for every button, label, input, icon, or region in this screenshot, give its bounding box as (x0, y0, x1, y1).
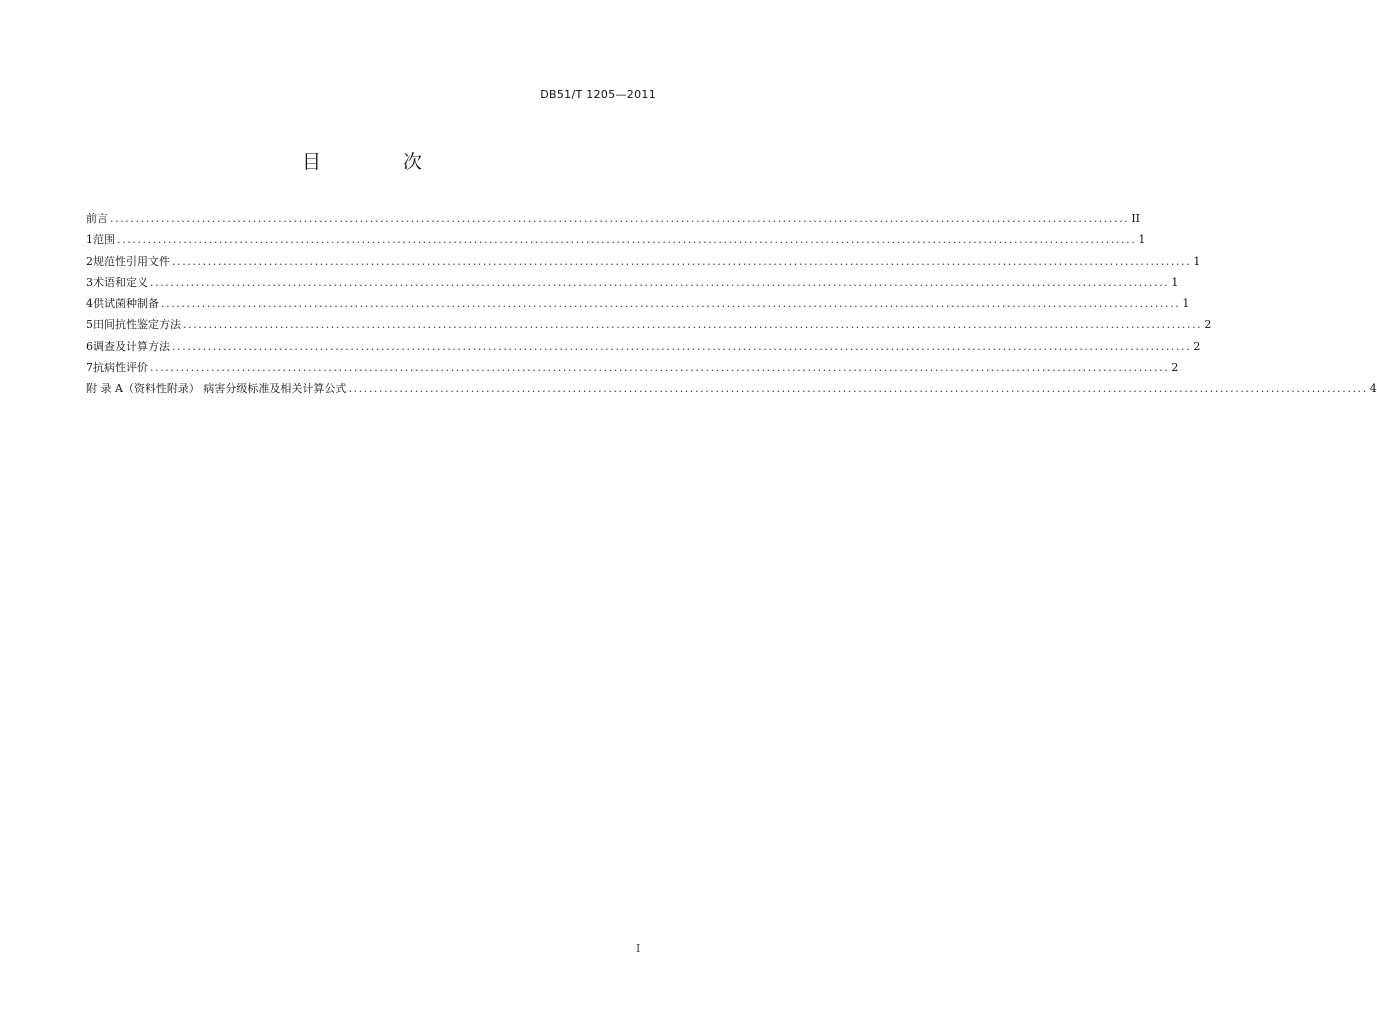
toc-entry-text: 抗病性评价 (93, 361, 148, 375)
toc-entry-page: 1 (1193, 254, 1201, 268)
toc-entry-text: 调查及计算方法 (93, 339, 170, 353)
toc-entry-page: 1 (1182, 297, 1190, 311)
toc-leader-dots: ........................................................................................................................................................................................................ (110, 212, 1130, 225)
toc-entry-page: 2 (1171, 361, 1179, 375)
toc-entry-text: 供试菌种制备 (93, 297, 159, 311)
toc-entry-text: 范围 (93, 233, 115, 247)
toc-entry-7[interactable] (86, 360, 1179, 381)
toc-entry-text: 言 (97, 212, 108, 225)
toc-entry-number: 附 录 A (86, 382, 123, 396)
toc-entry-4[interactable] (86, 296, 1190, 317)
toc-title: 目 次 (301, 151, 461, 173)
toc-entry-page: II (1131, 212, 1141, 225)
toc-entry-1[interactable] (86, 232, 1146, 253)
toc-entry-page: 1 (1171, 275, 1179, 289)
toc-entry-page: 2 (1193, 339, 1201, 353)
toc-entry-number: 3 (86, 275, 93, 289)
toc-leader-dots: ........................................................................................................................................................................................................ (172, 339, 1192, 353)
toc-entry-preface[interactable] (86, 211, 1141, 232)
table-of-contents (86, 211, 1377, 403)
toc-leader-dots: ........................................................................................................................................................................................................ (150, 361, 1170, 375)
toc-entry-number: 7 (86, 361, 93, 375)
toc-entry-number: 2 (86, 254, 93, 268)
page-number: I (636, 942, 641, 955)
toc-entry-text: 田间抗性鉴定方法 (93, 318, 181, 332)
toc-entry-number: 4 (86, 297, 93, 311)
toc-entry-text: 术语和定义 (93, 275, 148, 289)
toc-entry-number: 5 (86, 318, 93, 332)
toc-entry-5[interactable] (86, 317, 1212, 338)
toc-entry-appendix-a[interactable] (86, 381, 1377, 402)
toc-entry-page: 1 (1138, 233, 1146, 247)
toc-entry-text: 规范性引用文件 (93, 254, 170, 268)
toc-entry-number: 6 (86, 339, 93, 353)
toc-entry-number: 1 (86, 233, 93, 247)
toc-entry-3[interactable] (86, 275, 1179, 296)
toc-entry-page: 2 (1204, 318, 1212, 332)
toc-leader-dots: ........................................................................................................................................................................................................ (183, 318, 1203, 332)
toc-leader-dots: ........................................................................................................................................................................................................ (348, 382, 1368, 396)
toc-entry-text: （资料性附录） 病害分级标准及相关计算公式 (122, 382, 347, 396)
document-code: DB51/T 1205—2011 (540, 88, 656, 101)
toc-leader-dots: ........................................................................................................................................................................................................ (150, 275, 1170, 289)
toc-entry-6[interactable] (86, 339, 1201, 360)
toc-entry-number: 前 (86, 212, 97, 225)
toc-leader-dots: ........................................................................................................................................................................................................ (172, 254, 1192, 268)
toc-leader-dots: ........................................................................................................................................................................................................ (117, 233, 1137, 247)
toc-entry-page: 4 (1369, 382, 1377, 396)
toc-leader-dots: ........................................................................................................................................................................................................ (161, 297, 1181, 311)
toc-entry-2[interactable] (86, 254, 1201, 275)
